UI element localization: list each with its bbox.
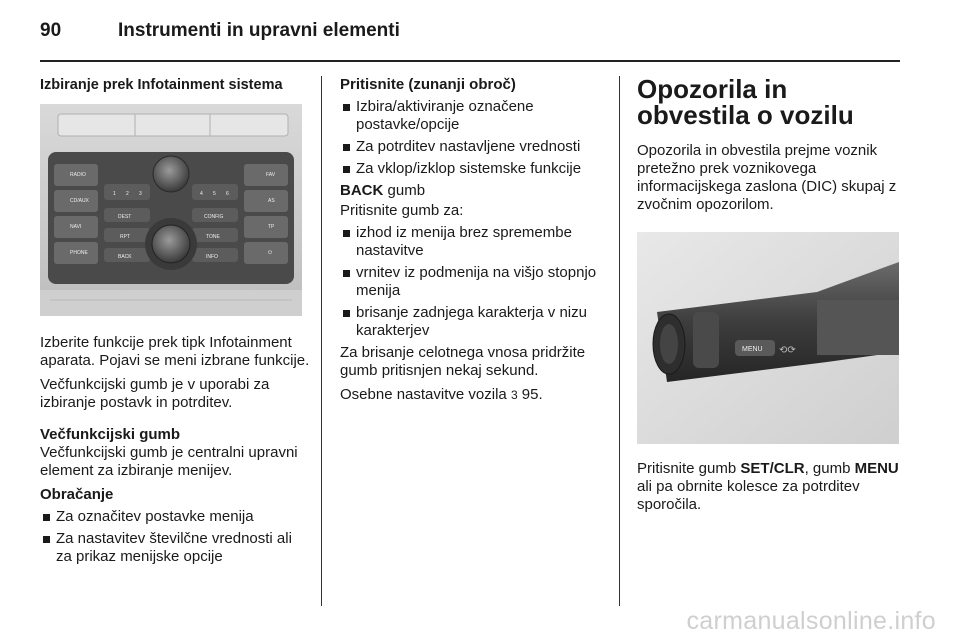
subheading: Večfunkcijski gumb	[40, 426, 181, 443]
list-item: Za vklop/izklop sistemske funkcije	[340, 160, 610, 178]
svg-text:TONE: TONE	[206, 234, 220, 240]
list-item: izhod iz menija brez spremembe nastavitve	[340, 224, 610, 260]
svg-text:TP: TP	[268, 224, 275, 230]
paragraph: Večfunkcijski gumb je v uporabi za izbiranje postavk in potrditev.	[40, 376, 270, 411]
paragraph: Za brisanje celotnega vnosa pridržite gumb pritisnjen nekaj sekund.	[340, 344, 586, 379]
svg-text:NAVI: NAVI	[70, 224, 82, 230]
column-divider-2	[619, 76, 620, 606]
list-item: vrnitev iz podmenija na višjo stopnjo menija	[340, 264, 610, 300]
bullet-icon	[343, 166, 350, 173]
section-heading: Izbiranje prek Infotainment sistema	[40, 77, 283, 93]
svg-text:3: 3	[139, 191, 142, 197]
subheading: Pritisnite (zunanji obroč)	[340, 76, 516, 93]
paragraph: Večfunkcijski gumb je centralni upravni element za izbiranje menijev.	[40, 444, 298, 479]
column-1	[40, 76, 310, 570]
svg-text:6: 6	[226, 191, 229, 197]
list-item: Za nastavitev številčne vrednosti ali za prikaz menijske opcije	[40, 530, 310, 566]
bullet-icon	[43, 514, 50, 521]
header-rule	[40, 60, 900, 62]
bullet-icon	[343, 230, 350, 237]
svg-text:1: 1	[113, 191, 116, 197]
bullet-icon	[343, 144, 350, 151]
bullet-icon	[343, 104, 350, 111]
list-item: Za označitev postavke menija	[40, 508, 310, 526]
cross-reference: Osebne nastavitve vozila 3 95.	[340, 386, 543, 403]
svg-text:DEST: DEST	[118, 214, 132, 220]
svg-text:RPT: RPT	[120, 234, 130, 240]
page-ref-arrow-icon: 3	[510, 388, 518, 402]
svg-text:4: 4	[200, 191, 203, 197]
column-2	[340, 76, 610, 410]
volume-knob-icon	[153, 156, 189, 192]
column-3	[637, 76, 905, 520]
subheading: Obračanje	[40, 486, 114, 503]
svg-text:CD/AUX: CD/AUX	[70, 198, 89, 204]
bullet-icon	[343, 270, 350, 277]
svg-text:MENU: MENU	[742, 346, 763, 353]
thumbwheel-icon	[693, 312, 719, 368]
svg-text:⟲⟳: ⟲⟳	[779, 345, 796, 356]
stalk-control-figure	[637, 232, 899, 444]
running-title: Instrumenti in upravni elementi	[118, 20, 400, 41]
paragraph: Izberite funkcije prek tipk Infotainment aparata. Pojavi se meni izbrane funkcije.	[40, 334, 310, 369]
svg-text:CONFIG: CONFIG	[204, 214, 224, 220]
section-title: Opozorila in obvestila o vozilu	[637, 74, 854, 130]
svg-text:BACK: BACK	[118, 254, 132, 260]
infotainment-panel-figure	[40, 104, 302, 316]
list-item: Za potrditev nastavljene vrednosti	[340, 138, 610, 156]
svg-text:FAV: FAV	[266, 172, 276, 178]
page-header	[40, 0, 900, 62]
bullet-icon	[343, 310, 350, 317]
svg-text:2: 2	[126, 191, 129, 197]
svg-text:RADIO: RADIO	[70, 172, 86, 178]
back-button-line: BACK gumb	[340, 182, 426, 199]
multifunction-knob-icon	[152, 225, 190, 263]
svg-text:⏻: ⏻	[268, 250, 272, 256]
page-number: 90	[40, 20, 62, 41]
list-item: brisanje zadnjega karakterja v nizu karakterjev	[340, 304, 610, 340]
svg-text:PHONE: PHONE	[70, 250, 88, 256]
list-item: Izbira/aktiviranje označene postavke/opcije	[340, 98, 610, 134]
paragraph: Pritisnite gumb za:	[340, 202, 464, 219]
svg-text:INFO: INFO	[206, 254, 218, 260]
svg-text:5: 5	[213, 191, 216, 197]
svg-text:AS: AS	[268, 198, 275, 204]
column-divider-1	[321, 76, 322, 606]
bullet-icon	[43, 536, 50, 543]
paragraph: Opozorila in obvestila prejme voznik pretežno prek voznikovega informacijskega zaslona (DIC) skupaj z zvočnim opozorilom.	[637, 142, 897, 213]
watermark: carmanualsonline.info	[686, 607, 936, 635]
paragraph: Pritisnite gumb SET/CLR, gumb MENU ali pa obrnite kolesce za potrditev sporočila.	[637, 460, 899, 513]
